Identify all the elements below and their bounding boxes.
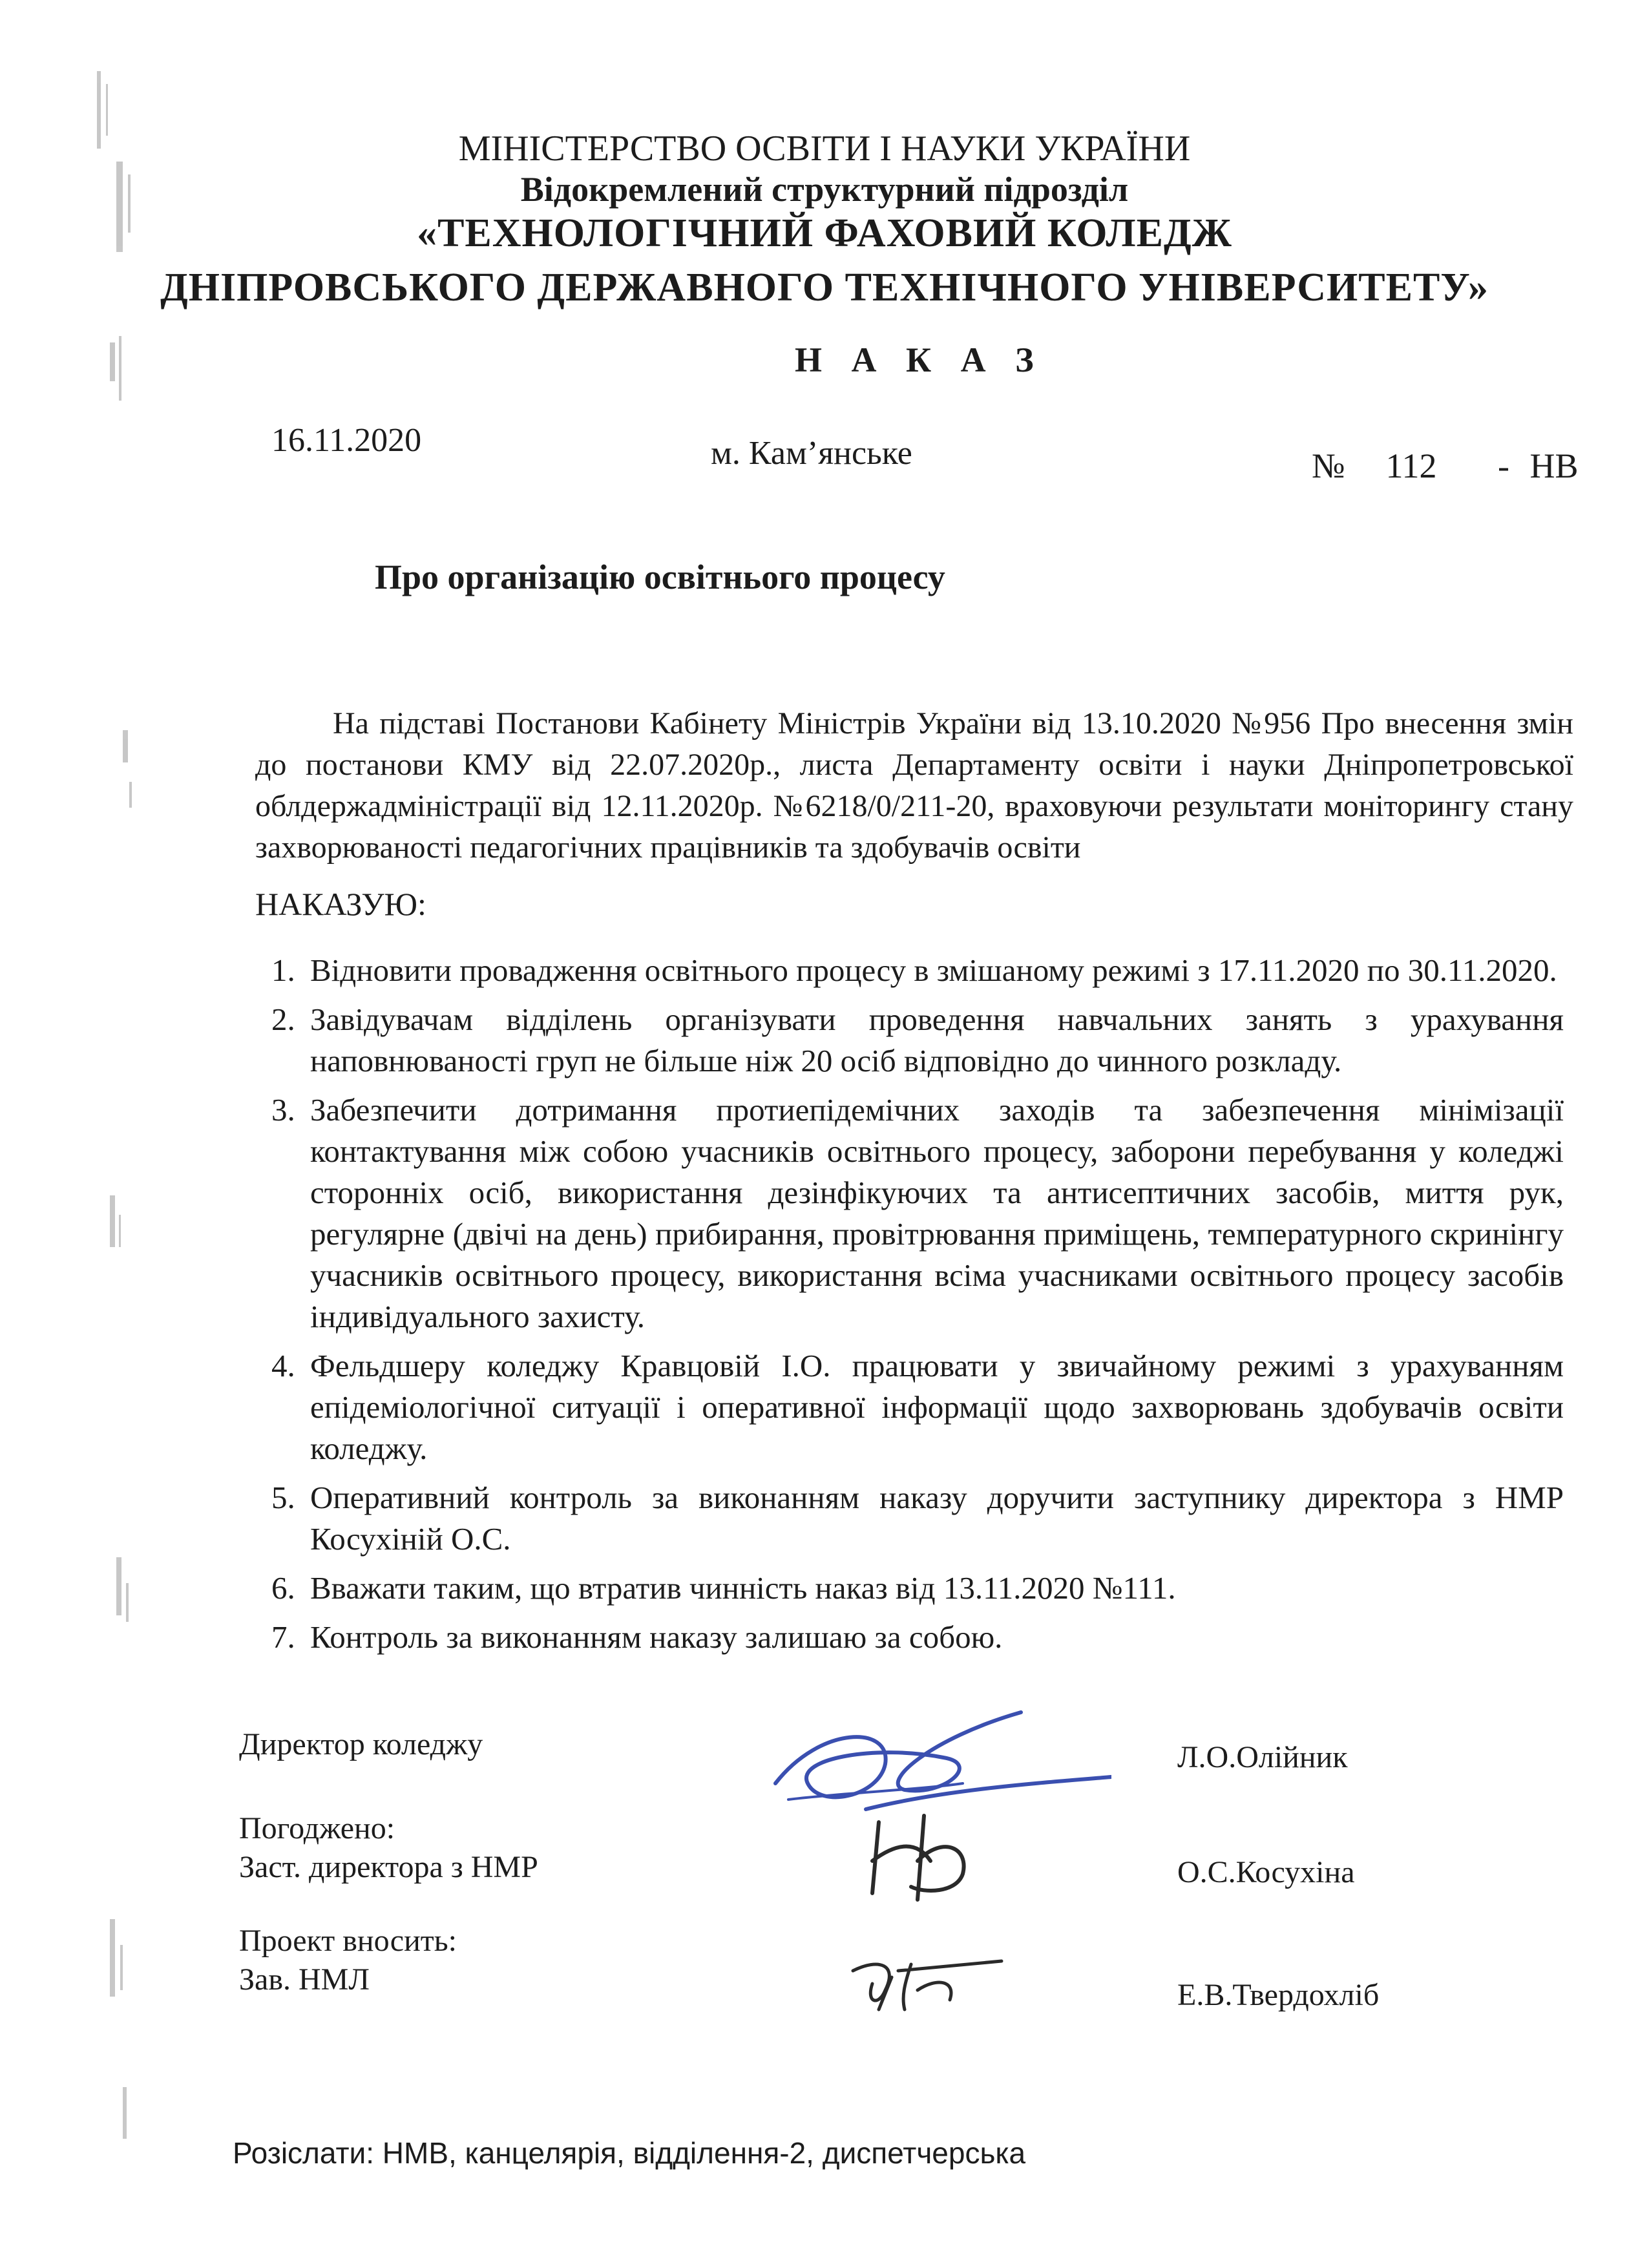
order-item (258, 1345, 1564, 1469)
order-item (258, 1477, 1564, 1560)
head-label: Зав. НМЛ (239, 1962, 370, 1997)
agreed-label: Погоджено: (239, 1811, 395, 1845)
ministry-name: МІНІСТЕРСТВО ОСВІТИ І НАУКИ УКРАЇНИ (458, 129, 1191, 169)
order-item-text: Контроль за виконанням наказу залишаю за собою. (310, 1619, 1003, 1655)
distribution-list: Розіслати: НМВ, канцелярія, відділення-2, диспетчерська (233, 2136, 1026, 2170)
order-number: № 112 - НВ (1312, 446, 1579, 485)
order-subject: Про організацію освітнього процесу (375, 558, 945, 596)
order-item-text: Вважати таким, що втратив чинність наказ від 13.11.2020 №111. (310, 1570, 1176, 1606)
head-name: Е.В.Твердохліб (1177, 1978, 1380, 2012)
order-item-number: 2. (271, 1002, 295, 1037)
order-item (258, 1617, 1564, 1658)
order-word: НАКАЗУЮ: (255, 886, 426, 922)
order-item-text: Оперативний контроль за виконанням наказу доручити заступнику директора з НМР Косухіній О.С. (310, 1480, 1564, 1557)
order-item-text: Відновити провадження освітнього процесу в змішаному режимі з 17.11.2020 по 30.11.2020. (310, 952, 1557, 988)
project-label: Проект вносить: (239, 1924, 457, 1958)
order-item-number: 5. (271, 1480, 295, 1515)
deputy-signature (853, 1796, 982, 1906)
order-item (258, 950, 1564, 991)
order-preamble: На підставі Постанови Кабінету Міністрів України від 13.10.2020 №956 Про внесення змін до постанови КМУ від 22.07.2020р., листа Департаменту освіти і науки Дніпропетровської облдержадміністрації від 12.11.2020р. №6218/0/211-20, враховуючи результати моніторингу стану захворюваності педагогічних працівників та здобувачів освіти (255, 706, 1573, 865)
order-title: Н А К А З (795, 341, 1044, 379)
order-item-number: 4. (271, 1348, 295, 1383)
director-name: Л.О.Олійник (1177, 1740, 1348, 1774)
order-items-list (258, 950, 1564, 1666)
deputy-label: Заст. директора з НМР (239, 1850, 538, 1884)
deputy-name: О.С.Косухіна (1177, 1855, 1355, 1889)
order-item-number: 3. (271, 1092, 295, 1128)
college-name-line1: «ТЕХНОЛОГІЧНИЙ ФАХОВИЙ КОЛЕДЖ (417, 211, 1232, 255)
head-signature (840, 1932, 1008, 2022)
scan-noise-marks (90, 58, 149, 2190)
order-date: 16.11.2020 (271, 422, 422, 459)
college-name-line2: ДНІПРОВСЬКОГО ДЕРЖАВНОГО ТЕХНІЧНОГО УНІВЕРСИТЕТУ» (160, 266, 1489, 310)
order-item (258, 1568, 1564, 1609)
order-item-text: Забезпечити дотримання протиепідемічних заходів та забезпечення мінімізації контактування між собою учасників освітнього процесу, заборони перебування у коледжі сторонніх осіб, використання дезінфікуючих та антисептичних засобів, миття рук, регулярне (двічі на день) прибирання, провітрювання приміщень, температурного скринінгу учасників освітнього процесу, використання всіма учасниками освітнього процесу засобів індивідуального захисту. (310, 1092, 1564, 1334)
order-city: м. Кам’янське (711, 435, 912, 472)
order-item-text: Завідувачам відділень організувати проведення навчальних занять з урахування наповнюваності груп не більше ніж 20 осіб відповідно до чинного розкладу. (310, 1002, 1564, 1078)
order-item-number: 6. (271, 1570, 295, 1606)
director-label: Директор коледжу (239, 1727, 483, 1761)
order-item (258, 1089, 1564, 1338)
subunit-name: Відокремлений структурний підрозділ (520, 170, 1129, 209)
order-item-number: 1. (271, 952, 295, 988)
order-item-number: 7. (271, 1619, 295, 1655)
scan-artifact-strip (90, 58, 149, 2190)
order-item-text: Фельдшеру коледжу Кравцовій І.О. працювати у звичайному режимі з урахуванням епідеміологічної ситуації і оперативної інформації щодо захворювань здобувачів освіти коледжу. (310, 1348, 1564, 1466)
order-item (258, 999, 1564, 1082)
